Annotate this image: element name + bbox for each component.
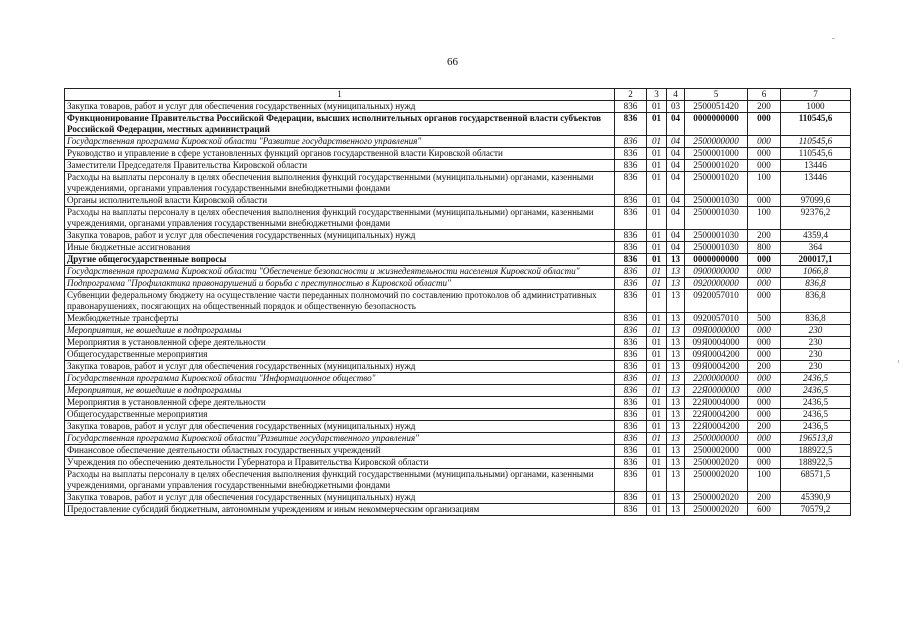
row-subsection-code: 13: [667, 266, 685, 278]
row-section-code: 01: [647, 373, 667, 385]
table-row: [65, 492, 851, 504]
row-subsection-code: 04: [667, 136, 685, 148]
row-ministry-code: 836: [615, 397, 647, 409]
row-ministry-code: 836: [615, 492, 647, 504]
row-section-code: 01: [647, 433, 667, 445]
row-target-article: 22Я0000000: [685, 385, 748, 397]
row-target-article: 0920057010: [685, 313, 748, 325]
row-ministry-code: 836: [615, 207, 647, 230]
row-target-article: 2500000000: [685, 136, 748, 148]
row-name: Государственная программа Кировской области "Обеспечение безопасности и жизнедеятельности населения Кировской области": [65, 266, 615, 278]
table-row: [65, 254, 851, 266]
row-name: Расходы на выплаты персоналу в целях обеспечения выполнения функций государственными (муниципальными) органами, казенными учреждениями, органами управления государственными внебюджетными фондами: [65, 207, 615, 230]
row-name: Мероприятия в установленной сфере деятельности: [65, 397, 615, 409]
row-amount: 836,8: [781, 290, 851, 313]
table-row: [65, 278, 851, 290]
row-expense-type: 200: [748, 361, 781, 373]
row-name: Иные бюджетные ассигнования: [65, 242, 615, 254]
row-ministry-code: 836: [615, 160, 647, 172]
row-ministry-code: 836: [615, 469, 647, 492]
row-expense-type: 800: [748, 242, 781, 254]
row-ministry-code: 836: [615, 457, 647, 469]
row-section-code: 01: [647, 207, 667, 230]
row-name: Закупка товаров, работ и услуг для обеспечения государственных (муниципальных) нужд: [65, 101, 615, 113]
row-section-code: 01: [647, 148, 667, 160]
row-target-article: 2500002020: [685, 504, 748, 516]
row-target-article: 09Я0000000: [685, 325, 748, 337]
row-target-article: 22Я0004200: [685, 409, 748, 421]
row-section-code: 01: [647, 504, 667, 516]
row-target-article: 2500001020: [685, 160, 748, 172]
row-expense-type: 200: [748, 101, 781, 113]
row-amount: 230: [781, 361, 851, 373]
row-amount: 2436,5: [781, 385, 851, 397]
column-header-4: 4: [667, 89, 685, 101]
row-amount: 110545,6: [781, 148, 851, 160]
row-target-article: 22Я0004200: [685, 421, 748, 433]
row-section-code: 01: [647, 313, 667, 325]
table-row: [65, 242, 851, 254]
row-name: Мероприятия в установленной сфере деятельности: [65, 337, 615, 349]
row-amount: 110545,6: [781, 136, 851, 148]
row-amount: 70579,2: [781, 504, 851, 516]
row-section-code: 01: [647, 349, 667, 361]
table-row: [65, 457, 851, 469]
row-subsection-code: 04: [667, 242, 685, 254]
row-ministry-code: 836: [615, 373, 647, 385]
row-subsection-code: 04: [667, 148, 685, 160]
row-expense-type: 000: [748, 433, 781, 445]
header-row: [65, 89, 851, 101]
row-name: Финансовое обеспечение деятельности областных государственных учреждений: [65, 445, 615, 457]
row-ministry-code: 836: [615, 266, 647, 278]
row-ministry-code: 836: [615, 113, 647, 136]
row-amount: 13446: [781, 172, 851, 195]
table-row: [65, 469, 851, 492]
row-expense-type: 000: [748, 373, 781, 385]
row-expense-type: 000: [748, 337, 781, 349]
row-target-article: 2500001000: [685, 148, 748, 160]
row-expense-type: 100: [748, 207, 781, 230]
row-target-article: 2500001020: [685, 172, 748, 195]
row-subsection-code: 13: [667, 290, 685, 313]
row-subsection-code: 13: [667, 397, 685, 409]
table-row: [65, 397, 851, 409]
row-subsection-code: 13: [667, 278, 685, 290]
row-ministry-code: 836: [615, 349, 647, 361]
row-expense-type: 000: [748, 290, 781, 313]
row-amount: 1066,8: [781, 266, 851, 278]
table-row: [65, 349, 851, 361]
row-expense-type: 000: [748, 278, 781, 290]
row-expense-type: 200: [748, 230, 781, 242]
row-ministry-code: 836: [615, 172, 647, 195]
row-expense-type: 000: [748, 445, 781, 457]
row-subsection-code: 13: [667, 254, 685, 266]
row-target-article: 09Я0004200: [685, 349, 748, 361]
row-amount: 364: [781, 242, 851, 254]
row-name: Государственная программа Кировской области "Развитие государственного управления": [65, 136, 615, 148]
table-row: [65, 385, 851, 397]
row-ministry-code: 836: [615, 242, 647, 254]
row-target-article: 0900000000: [685, 266, 748, 278]
table-row: [65, 113, 851, 136]
row-subsection-code: 04: [667, 230, 685, 242]
table-row: [65, 160, 851, 172]
row-subsection-code: 04: [667, 172, 685, 195]
row-subsection-code: 13: [667, 433, 685, 445]
row-ministry-code: 836: [615, 445, 647, 457]
row-ministry-code: 836: [615, 325, 647, 337]
row-amount: 13446: [781, 160, 851, 172]
row-section-code: 01: [647, 397, 667, 409]
row-expense-type: 000: [748, 266, 781, 278]
row-subsection-code: 13: [667, 492, 685, 504]
row-subsection-code: 13: [667, 504, 685, 516]
row-name: Субвенции федеральному бюджету на осуществление части переданных полномочий по составлению протоколов об административных правонарушениях, посягающих на общественный порядок и общественную безопасность: [65, 290, 615, 313]
budget-table-container: [64, 88, 850, 516]
row-subsection-code: 13: [667, 385, 685, 397]
table-body: [65, 101, 851, 516]
row-amount: 230: [781, 325, 851, 337]
row-subsection-code: 04: [667, 160, 685, 172]
row-amount: 97099,6: [781, 195, 851, 207]
row-name: Органы исполнительной власти Кировской области: [65, 195, 615, 207]
row-amount: 1000: [781, 101, 851, 113]
budget-table: [64, 88, 851, 516]
row-target-article: 0000000000: [685, 254, 748, 266]
row-name: Мероприятия, не вошедшие в подпрограммы: [65, 325, 615, 337]
row-name: Подпрограмма "Профилактика правонарушений и борьба с преступностью в Кировской области": [65, 278, 615, 290]
row-amount: 2436,5: [781, 397, 851, 409]
table-row: [65, 136, 851, 148]
row-amount: 4359,4: [781, 230, 851, 242]
row-expense-type: 000: [748, 148, 781, 160]
row-name: Предоставление субсидий бюджетным, автономным учреждениям и иным некоммерческим организациям: [65, 504, 615, 516]
row-subsection-code: 13: [667, 421, 685, 433]
row-name: Государственная программа Кировской области "Информационное общество": [65, 373, 615, 385]
row-section-code: 01: [647, 469, 667, 492]
row-expense-type: 000: [748, 195, 781, 207]
column-header-3: 3: [647, 89, 667, 101]
table-row: [65, 290, 851, 313]
table-row: [65, 325, 851, 337]
row-section-code: 01: [647, 136, 667, 148]
row-target-article: 2500001030: [685, 242, 748, 254]
row-ministry-code: 836: [615, 148, 647, 160]
row-subsection-code: 13: [667, 349, 685, 361]
row-expense-type: 200: [748, 421, 781, 433]
row-section-code: 01: [647, 409, 667, 421]
row-section-code: 01: [647, 101, 667, 113]
row-target-article: 2500001030: [685, 230, 748, 242]
column-header-7: 7: [781, 89, 851, 101]
row-amount: 92376,2: [781, 207, 851, 230]
row-section-code: 01: [647, 266, 667, 278]
row-expense-type: 500: [748, 313, 781, 325]
row-name: Государственная программа Кировской области"Развитие государственного управления": [65, 433, 615, 445]
row-section-code: 01: [647, 337, 667, 349]
row-name: Расходы на выплаты персоналу в целях обеспечения выполнения функций государственными (муниципальными) органами, казенными учреждениями, органами управления государственными внебюджетными фондами: [65, 172, 615, 195]
row-name: Закупка товаров, работ и услуг для обеспечения государственных (муниципальных) нужд: [65, 492, 615, 504]
row-subsection-code: 13: [667, 337, 685, 349]
row-expense-type: 000: [748, 457, 781, 469]
row-ministry-code: 836: [615, 195, 647, 207]
row-amount: 45390,9: [781, 492, 851, 504]
row-ministry-code: 836: [615, 409, 647, 421]
row-expense-type: 100: [748, 172, 781, 195]
row-subsection-code: 13: [667, 361, 685, 373]
row-ministry-code: 836: [615, 313, 647, 325]
row-expense-type: 000: [748, 113, 781, 136]
row-section-code: 01: [647, 492, 667, 504]
row-subsection-code: 13: [667, 313, 685, 325]
row-section-code: 01: [647, 457, 667, 469]
row-name: Руководство и управление в сфере установленных функций органов государственной власти Кировской области: [65, 148, 615, 160]
column-header-2: 2: [615, 89, 647, 101]
row-expense-type: 100: [748, 469, 781, 492]
row-target-article: 0920057010: [685, 290, 748, 313]
row-subsection-code: 13: [667, 469, 685, 492]
row-amount: 110545,6: [781, 113, 851, 136]
row-subsection-code: 13: [667, 325, 685, 337]
row-section-code: 01: [647, 325, 667, 337]
row-section-code: 01: [647, 160, 667, 172]
row-amount: 2436,5: [781, 373, 851, 385]
row-section-code: 01: [647, 278, 667, 290]
row-name: Заместители Председателя Правительства Кировской области: [65, 160, 615, 172]
row-target-article: 22Я0004000: [685, 397, 748, 409]
row-section-code: 01: [647, 195, 667, 207]
row-section-code: 01: [647, 361, 667, 373]
row-target-article: 2500002020: [685, 492, 748, 504]
table-row: [65, 337, 851, 349]
row-name: Учреждения по обеспечению деятельности Губернатора и Правительства Кировской области: [65, 457, 615, 469]
row-expense-type: 000: [748, 160, 781, 172]
column-header-6: 6: [748, 89, 781, 101]
row-ministry-code: 836: [615, 421, 647, 433]
row-subsection-code: 04: [667, 113, 685, 136]
row-ministry-code: 836: [615, 101, 647, 113]
table-row: [65, 361, 851, 373]
row-amount: 230: [781, 349, 851, 361]
row-target-article: 0920000000: [685, 278, 748, 290]
row-amount: 2436,5: [781, 421, 851, 433]
row-ministry-code: 836: [615, 433, 647, 445]
row-target-article: 09Я0004200: [685, 361, 748, 373]
row-expense-type: 000: [748, 349, 781, 361]
table-row: [65, 409, 851, 421]
table-row: [65, 433, 851, 445]
row-name: Мероприятия, не вошедшие в подпрограммы: [65, 385, 615, 397]
row-subsection-code: 13: [667, 457, 685, 469]
table-row: [65, 313, 851, 325]
row-name: Общегосударственные мероприятия: [65, 349, 615, 361]
row-name: Закупка товаров, работ и услуг для обеспечения государственных (муниципальных) нужд: [65, 361, 615, 373]
row-expense-type: 600: [748, 504, 781, 516]
row-ministry-code: 836: [615, 361, 647, 373]
row-amount: 200017,1: [781, 254, 851, 266]
row-name: Общегосударственные мероприятия: [65, 409, 615, 421]
row-subsection-code: 13: [667, 373, 685, 385]
row-subsection-code: 13: [667, 409, 685, 421]
row-target-article: 2500001030: [685, 195, 748, 207]
row-name: Закупка товаров, работ и услуг для обеспечения государственных (муниципальных) нужд: [65, 421, 615, 433]
scan-speck: [832, 38, 835, 39]
row-expense-type: 000: [748, 385, 781, 397]
row-ministry-code: 836: [615, 290, 647, 313]
row-section-code: 01: [647, 242, 667, 254]
table-row: [65, 148, 851, 160]
row-section-code: 01: [647, 385, 667, 397]
row-section-code: 01: [647, 254, 667, 266]
row-subsection-code: 03: [667, 101, 685, 113]
row-subsection-code: 04: [667, 195, 685, 207]
row-name: Закупка товаров, работ и услуг для обеспечения государственных (муниципальных) нужд: [65, 230, 615, 242]
row-name: Другие общегосударственные вопросы: [65, 254, 615, 266]
row-expense-type: 000: [748, 136, 781, 148]
row-expense-type: 200: [748, 492, 781, 504]
row-target-article: 2500001030: [685, 207, 748, 230]
row-target-article: 0000000000: [685, 113, 748, 136]
row-section-code: 01: [647, 230, 667, 242]
row-ministry-code: 836: [615, 278, 647, 290]
row-amount: 188922,5: [781, 445, 851, 457]
row-section-code: 01: [647, 172, 667, 195]
row-amount: 836,8: [781, 313, 851, 325]
row-target-article: 2500002020: [685, 457, 748, 469]
row-name: Межбюджетные трансферты: [65, 313, 615, 325]
row-section-code: 01: [647, 290, 667, 313]
row-expense-type: 000: [748, 254, 781, 266]
row-amount: 836,8: [781, 278, 851, 290]
table-row: [65, 195, 851, 207]
row-target-article: 2500002000: [685, 445, 748, 457]
column-header-1: 1: [65, 89, 615, 101]
row-target-article: 2500002020: [685, 469, 748, 492]
table-row: [65, 445, 851, 457]
row-amount: 68571,5: [781, 469, 851, 492]
row-section-code: 01: [647, 445, 667, 457]
row-subsection-code: 04: [667, 207, 685, 230]
row-section-code: 01: [647, 421, 667, 433]
row-name: Расходы на выплаты персоналу в целях обеспечения выполнения функций государственными (муниципальными) органами, казенными учреждениями, органами управления государственными внебюджетными фондами: [65, 469, 615, 492]
row-target-article: 2200000000: [685, 373, 748, 385]
row-target-article: 09Я0004000: [685, 337, 748, 349]
row-amount: 2436,5: [781, 409, 851, 421]
table-row: [65, 101, 851, 113]
page-number: 66: [447, 56, 458, 68]
row-expense-type: 000: [748, 397, 781, 409]
row-amount: 230: [781, 337, 851, 349]
scan-speck: [898, 360, 899, 363]
row-expense-type: 000: [748, 409, 781, 421]
row-name: Функционирование Правительства Российской Федерации, высших исполнительных органов государственной власти субъектов Российской Федерации, местных администраций: [65, 113, 615, 136]
row-section-code: 01: [647, 113, 667, 136]
row-ministry-code: 836: [615, 385, 647, 397]
table-row: [65, 207, 851, 230]
row-target-article: 2500000000: [685, 433, 748, 445]
row-amount: 188922,5: [781, 457, 851, 469]
row-ministry-code: 836: [615, 230, 647, 242]
row-subsection-code: 13: [667, 445, 685, 457]
table-row: [65, 172, 851, 195]
column-header-5: 5: [685, 89, 748, 101]
table-row: [65, 421, 851, 433]
table-row: [65, 266, 851, 278]
table-row: [65, 373, 851, 385]
table-row: [65, 230, 851, 242]
row-amount: 196513,8: [781, 433, 851, 445]
row-ministry-code: 836: [615, 136, 647, 148]
row-expense-type: 000: [748, 325, 781, 337]
row-target-article: 2500051420: [685, 101, 748, 113]
row-ministry-code: 836: [615, 254, 647, 266]
row-ministry-code: 836: [615, 337, 647, 349]
table-row: [65, 504, 851, 516]
row-ministry-code: 836: [615, 504, 647, 516]
